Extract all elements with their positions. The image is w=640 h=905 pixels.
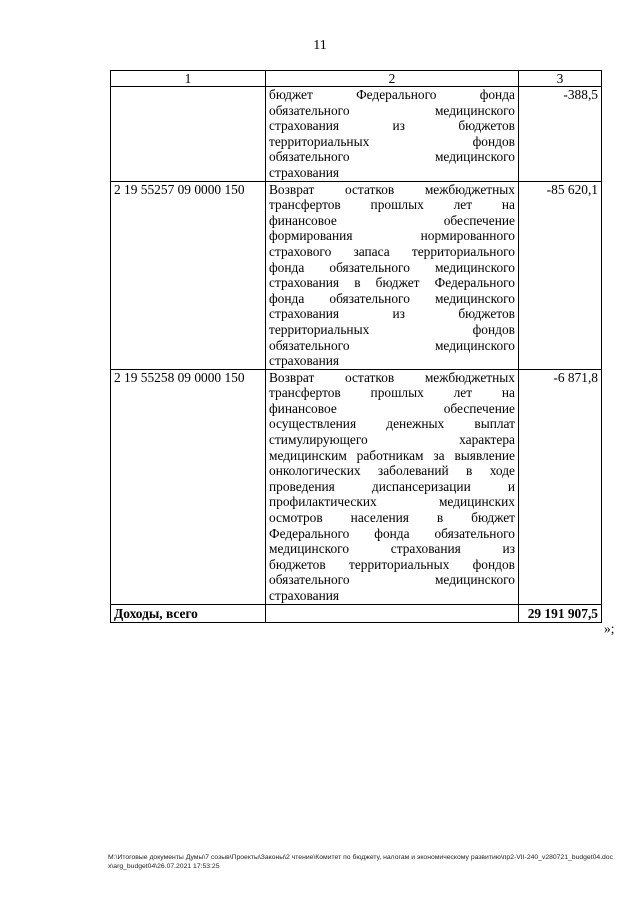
description-line: страхования из бюджетов: [269, 306, 515, 322]
description-line: территориальных фондов: [269, 321, 515, 337]
table-row: [111, 181, 602, 369]
description-line: медицинского страхования из: [269, 541, 515, 557]
total-empty-cell: [266, 604, 519, 622]
column-header-3: 3: [519, 71, 602, 87]
column-header-1: 1: [111, 71, 266, 87]
description-line: страхования: [269, 588, 340, 603]
budget-code-cell: 2 19 55258 09 0000 150: [111, 369, 266, 604]
description-line: профилактических медицинских: [269, 494, 515, 510]
description-cell: [266, 181, 519, 369]
description-line: обязательного медицинского: [269, 102, 515, 118]
description-line: осуществления денежных выплат: [269, 416, 515, 432]
description-line: финансовое обеспечение: [269, 212, 515, 228]
description-cell: [266, 369, 519, 604]
description-line: проведения диспансеризации и: [269, 478, 515, 494]
description-line: фонда обязательного медицинского: [269, 259, 515, 275]
description-line: бюджет Федерального фонда: [269, 87, 515, 102]
amount-cell: -85 620,1: [519, 181, 602, 369]
description-line: страхования в бюджет Федерального: [269, 275, 515, 291]
description-line: онкологических заболеваний в ходе: [269, 463, 515, 479]
description-line: страхового запаса территориального: [269, 243, 515, 259]
description-line: трансфертов прошлых лет на: [269, 197, 515, 213]
description-line: фонда обязательного медицинского: [269, 290, 515, 306]
description-cell: [266, 87, 519, 182]
description-line: Федерального фонда обязательного: [269, 525, 515, 541]
description-line: бюджетов территориальных фондов: [269, 556, 515, 572]
budget-table: [110, 70, 602, 623]
page-number: 11: [313, 38, 327, 53]
total-amount: 29 191 907,5: [519, 604, 602, 622]
description-line: трансфертов прошлых лет на: [269, 385, 515, 401]
amount-cell: -388,5: [519, 87, 602, 182]
column-header-2: 2: [266, 71, 519, 87]
table-body: [111, 87, 602, 605]
description-line: страхования из бюджетов: [269, 118, 515, 134]
description-line: страхования: [269, 353, 340, 369]
description-line: стимулирующего характера: [269, 432, 515, 448]
closing-quote-mark: »;: [604, 621, 615, 636]
description-line: территориальных фондов: [269, 133, 515, 149]
table-header-row: [111, 71, 602, 87]
description-line: Возврат остатков межбюджетных: [269, 369, 515, 385]
description-line: страхования: [269, 164, 340, 180]
description-line: обязательного медицинского: [269, 572, 515, 588]
total-row: [111, 604, 602, 622]
table-row: [111, 87, 602, 182]
amount-cell: -6 871,8: [519, 369, 602, 604]
budget-code-cell: [111, 87, 266, 182]
description-line: обязательного медицинского: [269, 149, 515, 165]
description-line: финансовое обеспечение: [269, 400, 515, 416]
description-line: обязательного медицинского: [269, 337, 515, 353]
budget-code-cell: 2 19 55257 09 0000 150: [111, 181, 266, 369]
footer-file-path: M:\Итоговые документы Думы\7 созыв\Проекты\Законы\2 чтение\Комитет по бюджету, налогам и экономическому развитию\пр2-VII-240_v280721_budget04.docx\arg_budget04\26.07.2021 17:53:25: [108, 854, 613, 870]
table-row: [111, 369, 602, 604]
description-line: формирования нормированного: [269, 228, 515, 244]
description-line: Возврат остатков межбюджетных: [269, 181, 515, 197]
total-label: Доходы, всего: [111, 604, 266, 622]
description-line: медицинским работникам за выявление: [269, 447, 515, 463]
description-line: осмотров населения в бюджет: [269, 510, 515, 526]
